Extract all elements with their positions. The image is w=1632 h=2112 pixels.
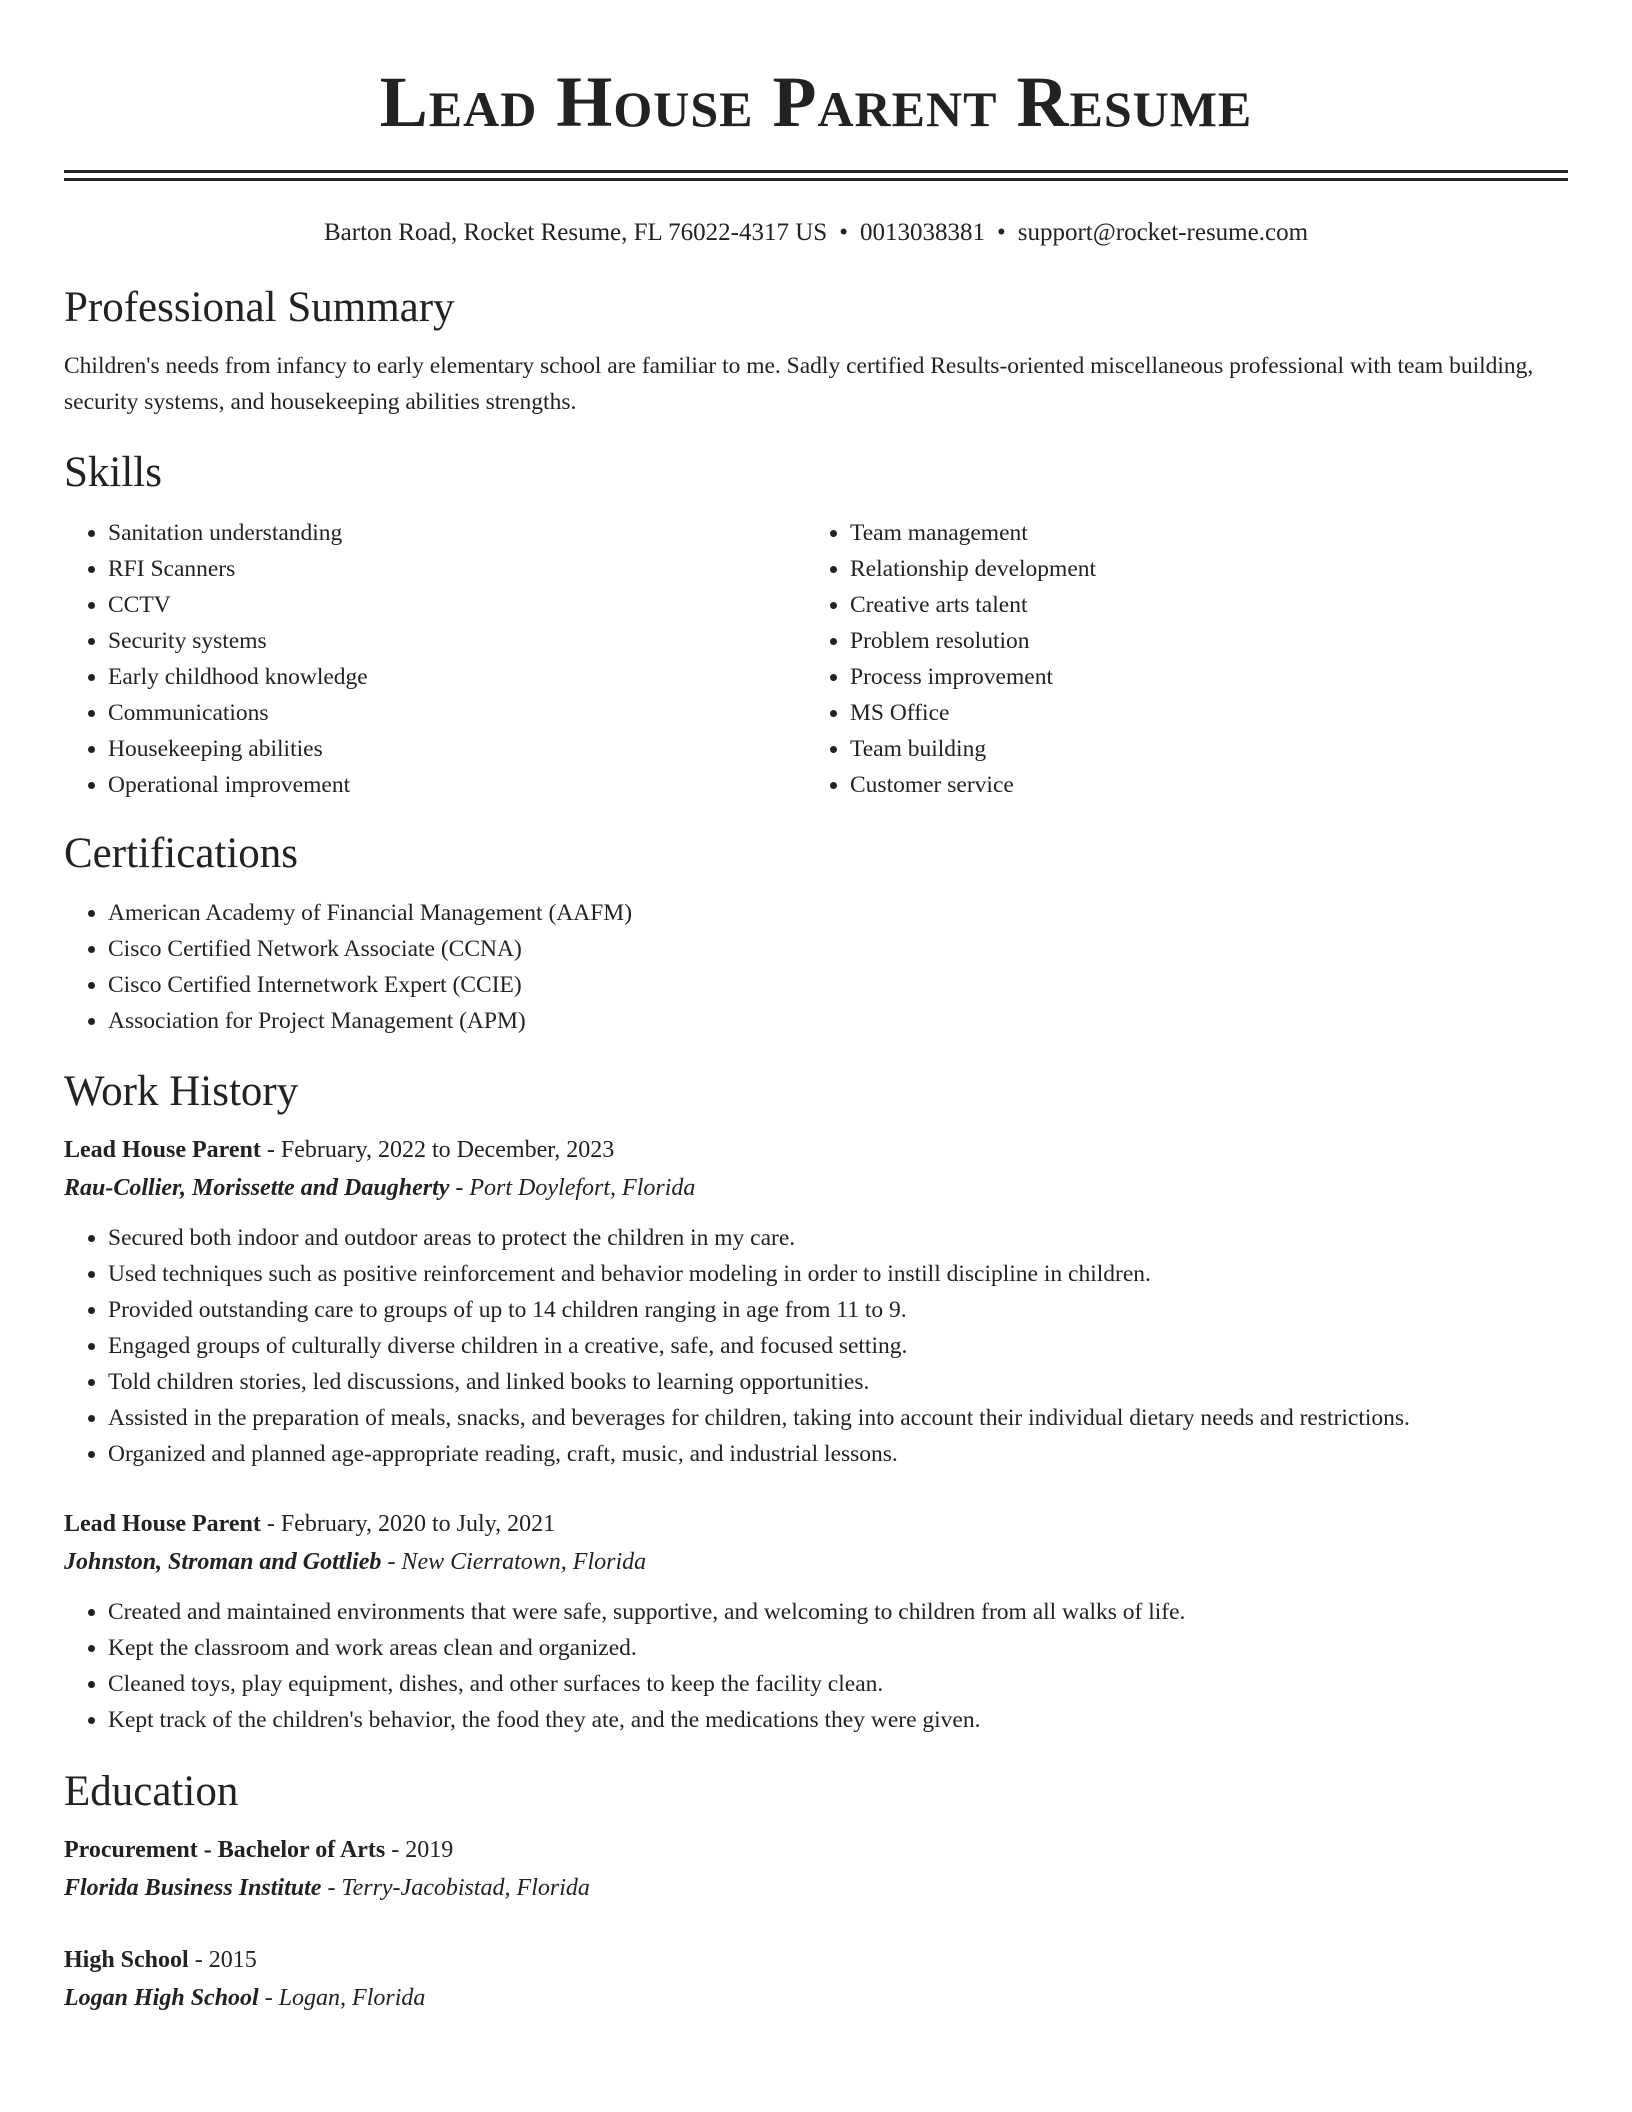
skill-item: • RFI Scanners xyxy=(108,551,806,587)
skill-item: • Team building xyxy=(850,731,1548,767)
job-employer xyxy=(64,1169,1568,1207)
education-location: - Terry-Jacobistad, Florida xyxy=(321,1875,590,1901)
certification-item: • Cisco Certified Network Associate (CCNA) xyxy=(108,931,1568,967)
education-year: - 2015 xyxy=(188,1947,257,1973)
summary-text: Children's needs from infancy to early elementary school are familiar to me. Sadly certified Results-oriented miscellaneous professional with team building, security systems, and housekeeping abilities strengths. xyxy=(64,353,1534,415)
job-company: Johnston, Stroman and Gottlieb xyxy=(64,1549,382,1575)
skill-item: • Team management xyxy=(850,515,1548,551)
skill-item: • Process improvement xyxy=(850,659,1548,695)
education-school-line xyxy=(64,1869,1568,1907)
contact-separator: • xyxy=(996,219,1006,246)
job-title: Lead House Parent xyxy=(64,1511,261,1537)
education-degree: Procurement - Bachelor of Arts xyxy=(64,1837,386,1863)
contact-phone: 0013038381 xyxy=(859,219,985,246)
skill-item: • Operational improvement xyxy=(108,767,806,803)
certification-item: • Cisco Certified Internetwork Expert (CCIE) xyxy=(108,967,1568,1003)
education-entry xyxy=(64,1831,1568,1907)
contact-address: Barton Road, Rocket Resume, FL 76022-4317 US xyxy=(323,219,828,246)
contact-email: support@rocket-resume.com xyxy=(1017,219,1309,246)
skill-item: • Early childhood knowledge xyxy=(108,659,806,695)
education-header xyxy=(64,1941,1568,1979)
skill-item: • Relationship development xyxy=(850,551,1548,587)
skills-heading: Skills xyxy=(64,449,162,496)
skill-item: • MS Office xyxy=(850,695,1548,731)
work-history-heading: Work History xyxy=(64,1068,299,1115)
skill-item: • Sanitation understanding xyxy=(108,515,806,551)
job-entry xyxy=(64,1505,1568,1738)
job-bullet: • Provided outstanding care to groups of up to 14 children ranging in age from 11 to 9. xyxy=(108,1292,1568,1328)
skills-column-left xyxy=(64,515,806,803)
job-entry xyxy=(64,1131,1568,1472)
contact-line xyxy=(64,217,1568,249)
job-title: Lead House Parent xyxy=(64,1137,261,1163)
job-bullets xyxy=(64,1220,1568,1472)
summary-heading: Professional Summary xyxy=(64,284,455,331)
education-degree: High School xyxy=(64,1947,189,1973)
skills-grid xyxy=(64,515,1568,803)
job-company: Rau-Collier, Morissette and Daugherty xyxy=(64,1175,450,1201)
contact-separator: • xyxy=(839,219,848,246)
job-location: - Port Doylefort, Florida xyxy=(449,1175,696,1201)
education-header xyxy=(64,1831,1568,1869)
job-header xyxy=(64,1505,1568,1543)
education-school-line xyxy=(64,1979,1568,2017)
page-title: Lead House Parent Resume xyxy=(379,62,1253,142)
skill-item: • Housekeeping abilities xyxy=(108,731,806,767)
job-dates: - February, 2022 to December, 2023 xyxy=(260,1137,615,1163)
job-dates: - February, 2020 to July, 2021 xyxy=(260,1511,556,1537)
job-header xyxy=(64,1131,1568,1169)
job-bullet: • Engaged groups of culturally diverse children in a creative, safe, and focused setting. xyxy=(108,1328,1568,1364)
certification-item: • Association for Project Management (APM) xyxy=(108,1003,1568,1039)
certifications-heading: Certifications xyxy=(64,830,299,877)
certification-item: • American Academy of Financial Management (AAFM) xyxy=(108,895,1568,931)
job-bullet: • Cleaned toys, play equipment, dishes, and other surfaces to keep the facility clean. xyxy=(108,1666,1568,1702)
education-heading: Education xyxy=(64,1768,239,1815)
education-school: Logan High School xyxy=(64,1985,259,2011)
job-bullets xyxy=(64,1594,1568,1738)
job-bullet: • Organized and planned age-appropriate reading, craft, music, and industrial lessons. xyxy=(108,1436,1568,1472)
job-bullet: • Assisted in the preparation of meals, snacks, and beverages for children, taking into account their individual dietary needs and restrictions. xyxy=(108,1400,1568,1436)
education-location: - Logan, Florida xyxy=(258,1985,426,2011)
title-rule-bottom xyxy=(64,178,1568,181)
skill-item: • Customer service xyxy=(850,767,1548,803)
job-bullet: • Kept track of the children's behavior, the food they ate, and the medications they were given. xyxy=(108,1702,1568,1738)
job-bullet: • Secured both indoor and outdoor areas to protect the children in my care. xyxy=(108,1220,1568,1256)
skills-column-right xyxy=(806,515,1548,803)
education-entry xyxy=(64,1941,1568,2017)
education-school: Florida Business Institute xyxy=(64,1875,322,1901)
skill-item: • Creative arts talent xyxy=(850,587,1548,623)
job-bullet: • Told children stories, led discussions, and linked books to learning opportunities. xyxy=(108,1364,1568,1400)
job-location: - New Cierratown, Florida xyxy=(381,1549,647,1575)
job-bullet: • Created and maintained environments that were safe, supportive, and welcoming to children from all walks of life. xyxy=(108,1594,1568,1630)
certifications-list xyxy=(64,895,1568,1039)
job-employer xyxy=(64,1543,1568,1581)
skill-item: • Security systems xyxy=(108,623,806,659)
skill-item: • CCTV xyxy=(108,587,806,623)
skill-item: • Problem resolution xyxy=(850,623,1548,659)
job-bullet: • Used techniques such as positive reinforcement and behavior modeling in order to instill discipline in children. xyxy=(108,1256,1568,1292)
education-year: - 2019 xyxy=(385,1837,454,1863)
job-bullet: • Kept the classroom and work areas clean and organized. xyxy=(108,1630,1568,1666)
skill-item: • Communications xyxy=(108,695,806,731)
